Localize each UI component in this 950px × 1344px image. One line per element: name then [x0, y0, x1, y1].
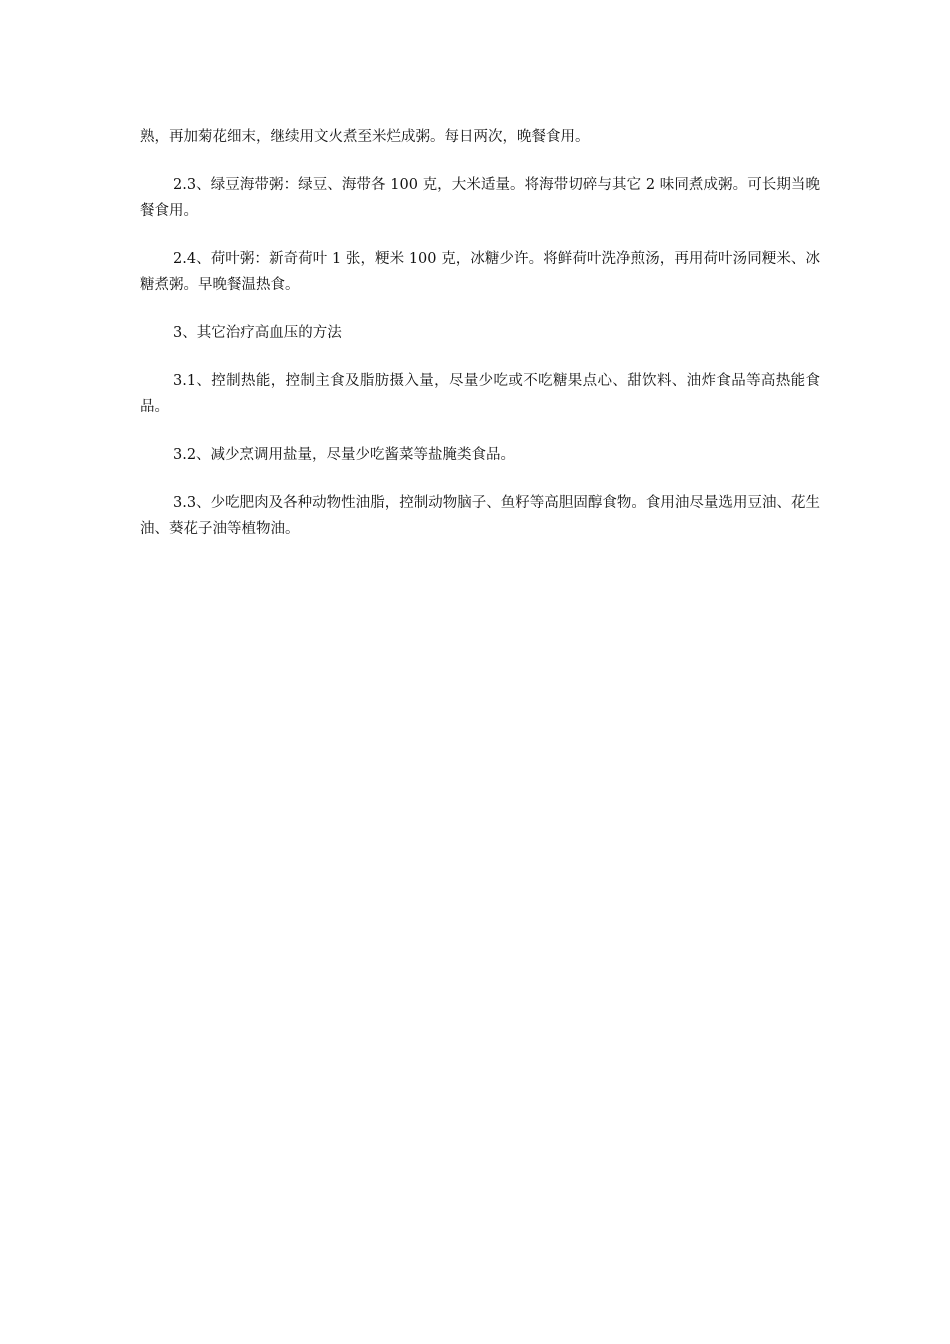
- paragraph-continuation: 熟，再加菊花细末，继续用文火煮至米烂成粥。每日两次，晚餐食用。: [140, 129, 590, 145]
- document-body: [140, 124, 820, 564]
- paragraph-mung-bean-kelp-porridge: 2.3、绿豆海带粥：绿豆、海带各 100 克，大米适量。将海带切碎与其它 2 味同煮成粥。可长期当晚餐食用。: [140, 177, 820, 219]
- paragraph-lotus-leaf-porridge: 2.4、荷叶粥：新奇荷叶 1 张，粳米 100 克，冰糖少许。将鲜荷叶洗净煎汤，再用荷叶汤同粳米、冰糖煮粥。早晚餐温热食。: [140, 251, 820, 293]
- paragraph-control-calories: 3.1、控制热能，控制主食及脂肪摄入量，尽量少吃或不吃糖果点心、甜饮料、油炸食品等高热能食品。: [140, 373, 820, 415]
- paragraph-reduce-salt: 3.2、减少烹调用盐量，尽量少吃酱菜等盐腌类食品。: [173, 447, 516, 463]
- section-heading-other-methods: 3、其它治疗高血压的方法: [173, 325, 342, 341]
- paragraph-reduce-fat: 3.3、少吃肥肉及各种动物性油脂，控制动物脑子、鱼籽等高胆固醇食物。食用油尽量选用豆油、花生油、葵花子油等植物油。: [140, 495, 820, 537]
